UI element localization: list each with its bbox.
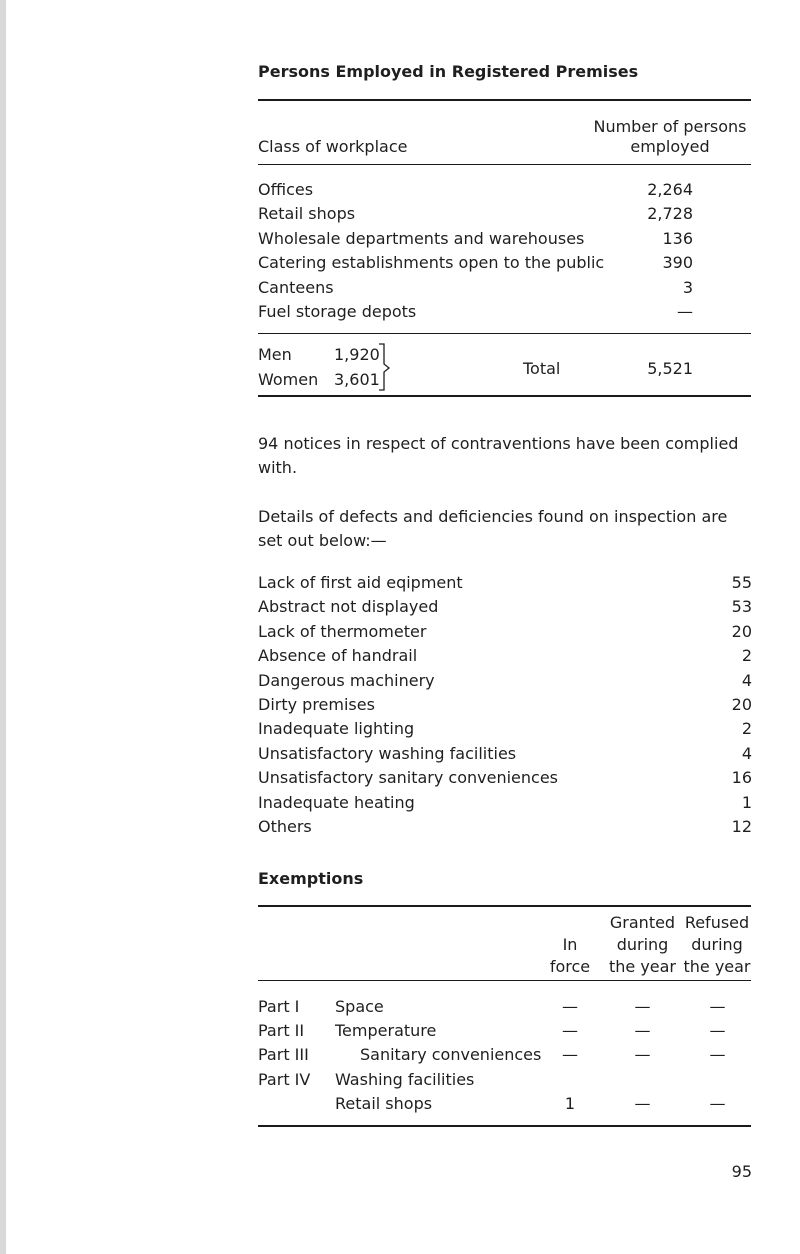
total-label: Total [523, 359, 561, 378]
defect-count: 53 [731, 597, 752, 617]
page-number: 95 [731, 1162, 752, 1181]
workplace-class: Offices [258, 180, 314, 199]
workplace-class: Retail shops [258, 204, 356, 224]
defect-label: Lack of thermometer [258, 621, 427, 641]
defect-count: 20 [731, 621, 752, 641]
defect-count: 12 [731, 817, 752, 836]
col-in-force-line2: force [549, 957, 591, 976]
notice-paragraph: 94 notices in respect of contraventions have been complied with. [258, 434, 739, 477]
col-refused-line1: Refused [684, 913, 750, 932]
col-refused-line3: the year [683, 957, 751, 976]
exemption-description: Retail shops [335, 1093, 433, 1113]
workplace-count: 2,264 [647, 180, 693, 199]
header-rule [258, 164, 751, 165]
brace-icon [378, 343, 392, 393]
exemption-in-force: — [562, 997, 578, 1016]
defect-count: 4 [741, 743, 752, 763]
men-value: 1,920 [334, 345, 380, 364]
exemption-granted: — [634, 1021, 651, 1041]
exemption-in-force: 1 [564, 1093, 576, 1113]
defect-label: Abstract not displayed [258, 597, 439, 617]
exemption-part: Part II [258, 1021, 305, 1041]
defect-label: Unsatisfactory washing facilities [258, 743, 517, 763]
column-header-employed: employed [630, 137, 710, 156]
women-value: 3,601 [334, 370, 380, 389]
workplace-class: Wholesale departments and warehouses [258, 228, 585, 248]
defect-count: 2 [741, 646, 752, 666]
defect-count: 20 [731, 695, 752, 714]
workplace-class: Fuel storage depots [258, 302, 417, 321]
table-bottom-rule [258, 395, 751, 397]
defect-count: 2 [741, 719, 752, 739]
exemption-description: Washing facilities [335, 1069, 475, 1089]
workplace-class: Canteens [258, 277, 334, 297]
page-title: Persons Employed in Registered Premises [258, 62, 639, 81]
workplace-count: 2,728 [647, 204, 693, 224]
women-label: Women [258, 370, 319, 389]
defect-label: Others [258, 817, 312, 836]
defect-label: Inadequate heating [258, 792, 415, 812]
defect-count: 1 [741, 792, 752, 812]
defect-label: Absence of handrail [258, 646, 418, 666]
details-intro: Details of defects and deficiencies found on inspection are set out below:— [258, 507, 728, 550]
col-granted-line3: the year [608, 957, 677, 976]
workplace-count: — [677, 302, 693, 321]
column-header-number: Number of persons [593, 117, 747, 136]
exemption-part: Part III [258, 1045, 309, 1065]
subtotal-rule [258, 333, 751, 334]
exemption-granted: — [634, 1045, 651, 1065]
col-granted-line1: Granted [609, 913, 676, 932]
defect-label: Dangerous machinery [258, 670, 435, 690]
workplace-count: 136 [662, 228, 693, 248]
exemptions-heading: Exemptions [258, 869, 364, 888]
exemption-refused: — [709, 1021, 726, 1041]
page-edge-shadow [0, 0, 6, 1254]
exemption-in-force: — [562, 1021, 578, 1041]
exemption-granted: — [634, 1093, 651, 1113]
men-label: Men [258, 345, 292, 364]
defect-label: Unsatisfactory sanitary conveniences [258, 768, 558, 788]
defect-count: 4 [741, 670, 752, 690]
defect-count: 16 [731, 768, 752, 788]
defect-count: 55 [731, 573, 752, 592]
exemption-refused: — [709, 1093, 726, 1113]
total-value: 5,521 [647, 359, 693, 378]
table-top-rule [258, 99, 751, 101]
exemptions-bottom-rule [258, 1125, 751, 1127]
defect-label: Lack of first aid eqipment [258, 573, 463, 592]
workplace-count: 390 [662, 253, 693, 273]
column-header-class: Class of workplace [258, 137, 408, 156]
exemptions-top-rule [258, 905, 751, 907]
workplace-class: Catering establishments open to the public [258, 253, 605, 273]
exemption-refused: — [709, 1045, 726, 1065]
exemption-part: Part IV [258, 1069, 311, 1089]
exemption-description: Space [335, 997, 384, 1016]
exemption-description: Sanitary conveniences [360, 1045, 542, 1065]
exemption-description: Temperature [335, 1021, 437, 1041]
col-granted-line2: during [616, 935, 669, 954]
exemption-granted: — [634, 997, 651, 1016]
exemption-refused: — [709, 997, 726, 1016]
exemptions-header-rule [258, 980, 751, 981]
exemption-in-force: — [562, 1045, 578, 1065]
defect-label: Dirty premises [258, 695, 375, 714]
col-in-force-line1: In [562, 935, 578, 954]
workplace-count: 3 [682, 277, 693, 297]
exemption-part: Part I [258, 997, 300, 1016]
col-refused-line2: during [691, 935, 743, 954]
defect-label: Inadequate lighting [258, 719, 415, 739]
